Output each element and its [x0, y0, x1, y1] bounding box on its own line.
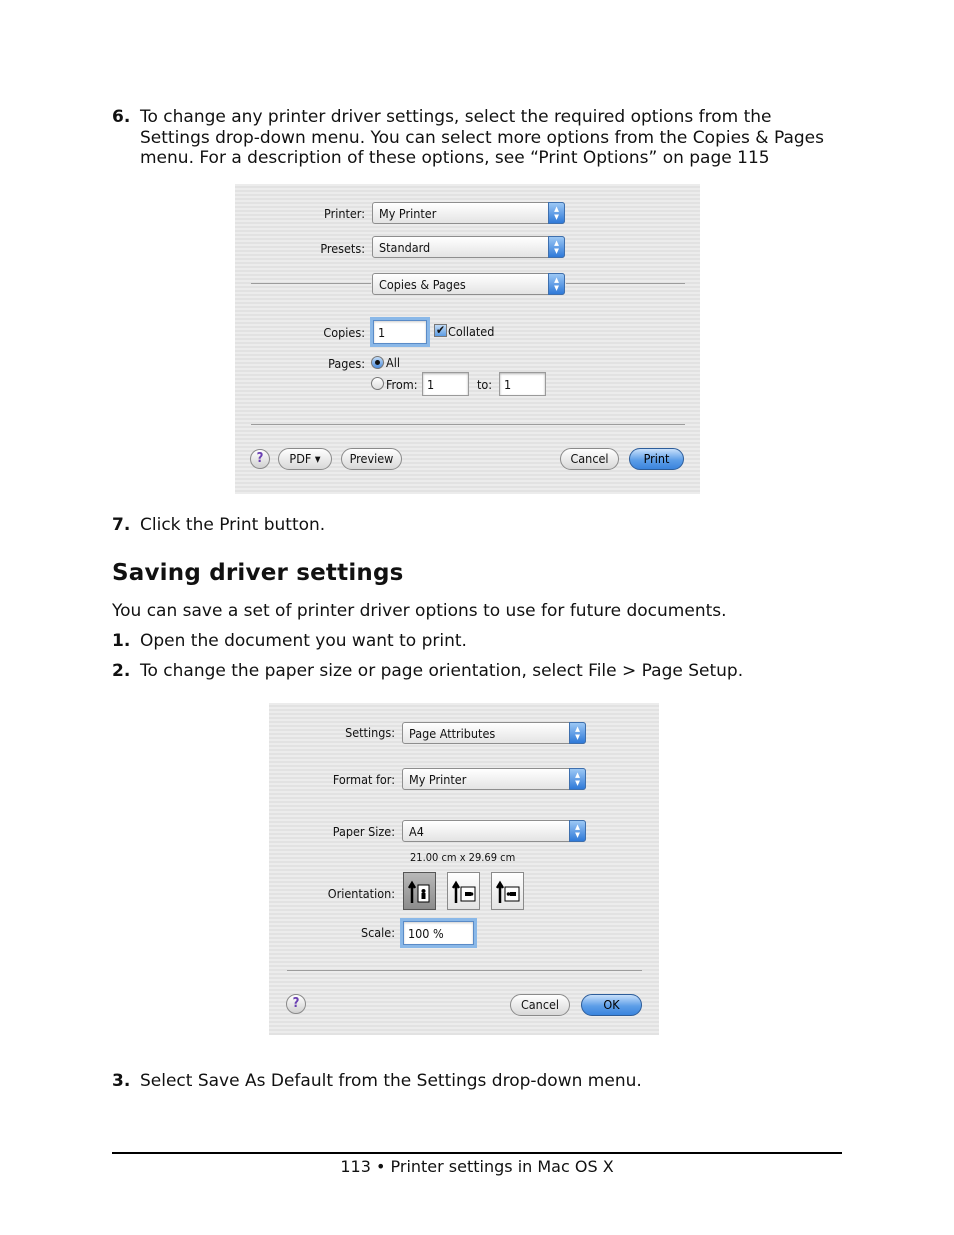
step-text-line: Settings drop-down menu. You can select more options from the Copies & Pages: [140, 127, 824, 148]
divider: [566, 283, 685, 284]
presets-popup[interactable]: [372, 236, 565, 258]
orientation-label: Orientation:: [327, 886, 395, 901]
help-button[interactable]: ?: [286, 994, 306, 1014]
presets-value: Standard: [379, 240, 431, 255]
print-dialog: [235, 184, 700, 494]
updown-arrows-icon: ▲ ▼: [569, 722, 586, 744]
step-text: Select Save As Default from the Settings drop-down menu.: [140, 1071, 642, 1091]
print-button[interactable]: Print: [629, 448, 684, 470]
copies-field[interactable]: [373, 320, 427, 344]
portrait-orientation-icon: [408, 879, 432, 905]
step-1: [112, 631, 467, 652]
landscape-orientation-icon: [452, 879, 476, 905]
step-text-line: menu. For a description of these options, see “Print Options” on page 115: [140, 148, 770, 168]
pdf-button[interactable]: PDF ▾: [278, 448, 332, 470]
updown-arrows-icon: ▲ ▼: [569, 820, 586, 842]
all-label: All: [386, 355, 400, 370]
to-field[interactable]: [499, 372, 546, 396]
scale-field[interactable]: [403, 921, 474, 945]
paper-dimensions: 21.00 cm x 29.69 cm: [410, 851, 516, 864]
from-value: 1: [427, 377, 435, 392]
orientation-landscape-button[interactable]: [447, 872, 480, 910]
settings-value: Page Attributes: [409, 726, 496, 741]
printer-value: My Printer: [379, 206, 437, 221]
step-text-line: To change any printer driver settings, select the required options from the: [140, 107, 772, 127]
divider: [251, 283, 371, 284]
step-2: [112, 661, 743, 682]
help-button[interactable]: ?: [250, 449, 270, 469]
format-value: My Printer: [409, 772, 467, 787]
divider: [251, 424, 685, 425]
format-popup[interactable]: [402, 768, 586, 790]
step-number: 1.: [112, 631, 131, 651]
step-6: [112, 107, 824, 169]
divider: [287, 970, 642, 971]
settings-label: Settings:: [345, 725, 395, 740]
footer-rule: [112, 1152, 842, 1154]
to-label: to:: [477, 377, 493, 392]
scale-label: Scale:: [360, 925, 395, 940]
from-field[interactable]: [422, 372, 469, 396]
printer-label: Printer:: [324, 206, 365, 221]
cancel-button[interactable]: Cancel: [560, 448, 619, 470]
step-number: 7.: [112, 515, 131, 535]
scale-value: 100 %: [408, 926, 444, 941]
step-number: 3.: [112, 1071, 131, 1091]
printer-popup[interactable]: [372, 202, 565, 224]
section-intro: You can save a set of printer driver options to use for future documents.: [112, 601, 727, 621]
pages-all-radio[interactable]: [371, 356, 384, 369]
panel-popup[interactable]: [372, 273, 565, 295]
updown-arrows-icon: ▲ ▼: [548, 236, 565, 258]
pages-label: Pages:: [328, 356, 365, 371]
step-3: [112, 1071, 642, 1092]
format-label: Format for:: [332, 772, 395, 787]
step-text: Click the Print button.: [140, 515, 326, 535]
from-label: From:: [386, 377, 418, 392]
reverse-landscape-orientation-icon: [496, 879, 520, 905]
copies-label: Copies:: [323, 325, 365, 340]
step-7: [112, 515, 325, 536]
page-footer: 113 • Printer settings in Mac OS X: [340, 1157, 614, 1176]
section-heading: Saving driver settings: [112, 560, 404, 586]
collated-checkbox[interactable]: ✔: [435, 323, 446, 337]
presets-label: Presets:: [320, 241, 365, 256]
step-number: 2.: [112, 661, 131, 681]
preview-button[interactable]: Preview: [341, 448, 402, 470]
paper-size-popup[interactable]: [402, 820, 586, 842]
updown-arrows-icon: ▲ ▼: [548, 202, 565, 224]
paper-size-value: A4: [409, 824, 424, 839]
orientation-portrait-button[interactable]: [403, 872, 436, 910]
collated-label: Collated: [448, 324, 495, 339]
pages-from-radio[interactable]: [371, 377, 384, 390]
step-number: 6.: [112, 107, 131, 127]
settings-popup[interactable]: [402, 722, 586, 744]
paper-size-label: Paper Size:: [332, 824, 395, 839]
updown-arrows-icon: ▲ ▼: [569, 768, 586, 790]
step-text: To change the paper size or page orientation, select File > Page Setup.: [140, 661, 744, 681]
updown-arrows-icon: ▲ ▼: [548, 273, 565, 295]
step-text: Open the document you want to print.: [140, 631, 467, 651]
cancel-button[interactable]: Cancel: [510, 994, 570, 1016]
page-setup-dialog: [269, 703, 659, 1035]
orientation-reverse-landscape-button[interactable]: [491, 872, 524, 910]
to-value: 1: [504, 377, 512, 392]
ok-button[interactable]: OK: [581, 994, 642, 1016]
copies-value: 1: [378, 325, 386, 340]
panel-value: Copies & Pages: [379, 277, 466, 292]
